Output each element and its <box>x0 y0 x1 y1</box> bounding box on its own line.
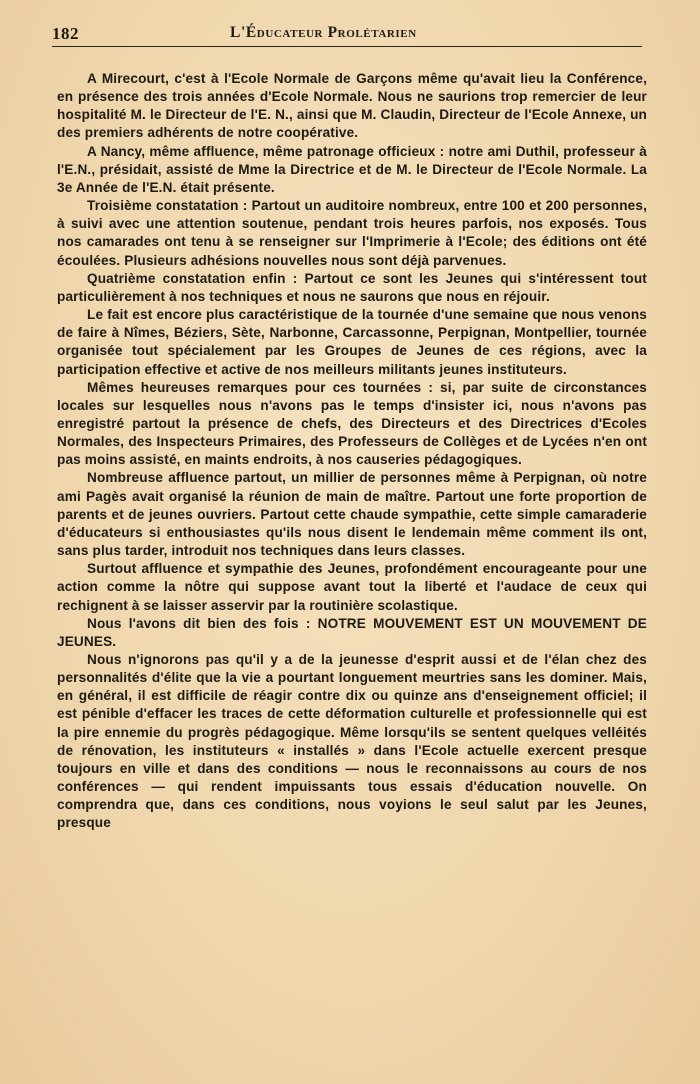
article-body <box>57 70 647 833</box>
paragraph: Mêmes heureuses remarques pour ces tournées : si, par suite de circonstances locales sur lesquelles nous n'avons pas le temps d'insister ici, nous n'avons pas enregistré partout la présence de chefs, des Directeurs et des Directrices d'Ecoles Normales, des Inspecteurs Primaires, des Professeurs de Collèges et de Lycées n'en ont pas moins assisté, en maints endroits, à nos causeries pédagogiques. <box>57 379 647 468</box>
paragraph: Le fait est encore plus caractéristique de la tournée d'une semaine que nous venons de faire à Nîmes, Béziers, Sète, Narbonne, Carcassonne, Perpignan, Montpellier, tournée organisée tout spécialement par les Groupes de Jeunes de ces régions, avec la participation effective et active de nos meilleurs militants jeunes instituteurs. <box>57 307 647 377</box>
paragraph: A Mirecourt, c'est à l'Ecole Normale de Garçons même qu'avait lieu la Conférence, en présence des trois années d'Ecole Normale. Nous ne saurions trop remercier de leur hospitalité M. le Directeur de l'E. N., ainsi que M. Claudin, Directeur de l'Ecole Annexe, un des premiers adhérents de notre coopérative. <box>57 71 647 141</box>
paragraph: A Nancy, même affluence, même patronage officieux : notre ami Duthil, professeur à l'E.N., présidait, assisté de Mme la Directrice et de M. le Directeur de l'Ecole Normale. La 3e Année de l'E.N. était présente. <box>57 143 647 195</box>
paragraph: Nous n'ignorons pas qu'il y a de la jeunesse d'esprit aussi et de l'élan chez des personnalités d'élite que la vie a pourtant longuement meurtries sans les dominer. Mais, en général, il est difficile de réagir contre dix ou quinze ans d'enseignement officiel; il est pénible d'effacer les traces de cette déformation culturelle et professionnelle qui est la pire ennemie du progrès pédagogique. Même lorsqu'ils se sentent quelques velléités de rénovation, les instituteurs « installés » dans l'Ecole actuelle exercent presque toujours en ville et dans des conditions — nous le reconnaissons au cours de nos conférences — qui rendent impuissants tous essais d'éducation nouvelle. On comprendra que, dans ces conditions, nous voyions le seul salut par les Jeunes, presque <box>57 652 647 831</box>
page-number: 182 <box>52 24 79 43</box>
running-title: L'Éducateur Prolétarien <box>230 24 417 41</box>
paragraph: Surtout affluence et sympathie des Jeunes, profondément encourageante pour une action comme la nôtre qui suppose avant tout la liberté et l'audace de ceux qui rechignent à se laisser asservir par la routinière scolastique. <box>57 561 647 613</box>
paragraph: Quatrième constatation enfin : Partout ce sont les Jeunes qui s'intéressent tout particulièrement à nos techniques et nous ne saurons que nous en réjouir. <box>57 270 647 304</box>
paragraph: Troisième constatation : Partout un auditoire nombreux, entre 100 et 200 personnes, à suivi avec une attention soutenue, pendant trois heures parfois, nos exposés. Tous nos camarades ont tenu à se renseigner sur l'Imprimerie à l'Ecole; des éditions ont été écoulées. Plusieurs adhésions nouvelles nous sont déjà parvenues. <box>57 198 647 268</box>
paragraph: Nombreuse affluence partout, un millier de personnes même à Perpignan, où notre ami Pagès avait organisé la réunion de main de maître. Partout une forte proportion de parents et de jeunes ouvriers. Partout cette chaude sympathie, cette simple camaraderie d'éducateurs si enthousiastes qu'ils nous disent le lendemain même comment ils ont, sans plus tarder, introduit nos techniques dans leurs classes. <box>57 470 647 559</box>
paragraph: Nous l'avons dit bien des fois : NOTRE MOUVEMENT EST UN MOUVEMENT DE JEUNES. <box>57 615 647 649</box>
page-header <box>52 22 642 44</box>
header-rule <box>52 46 642 47</box>
